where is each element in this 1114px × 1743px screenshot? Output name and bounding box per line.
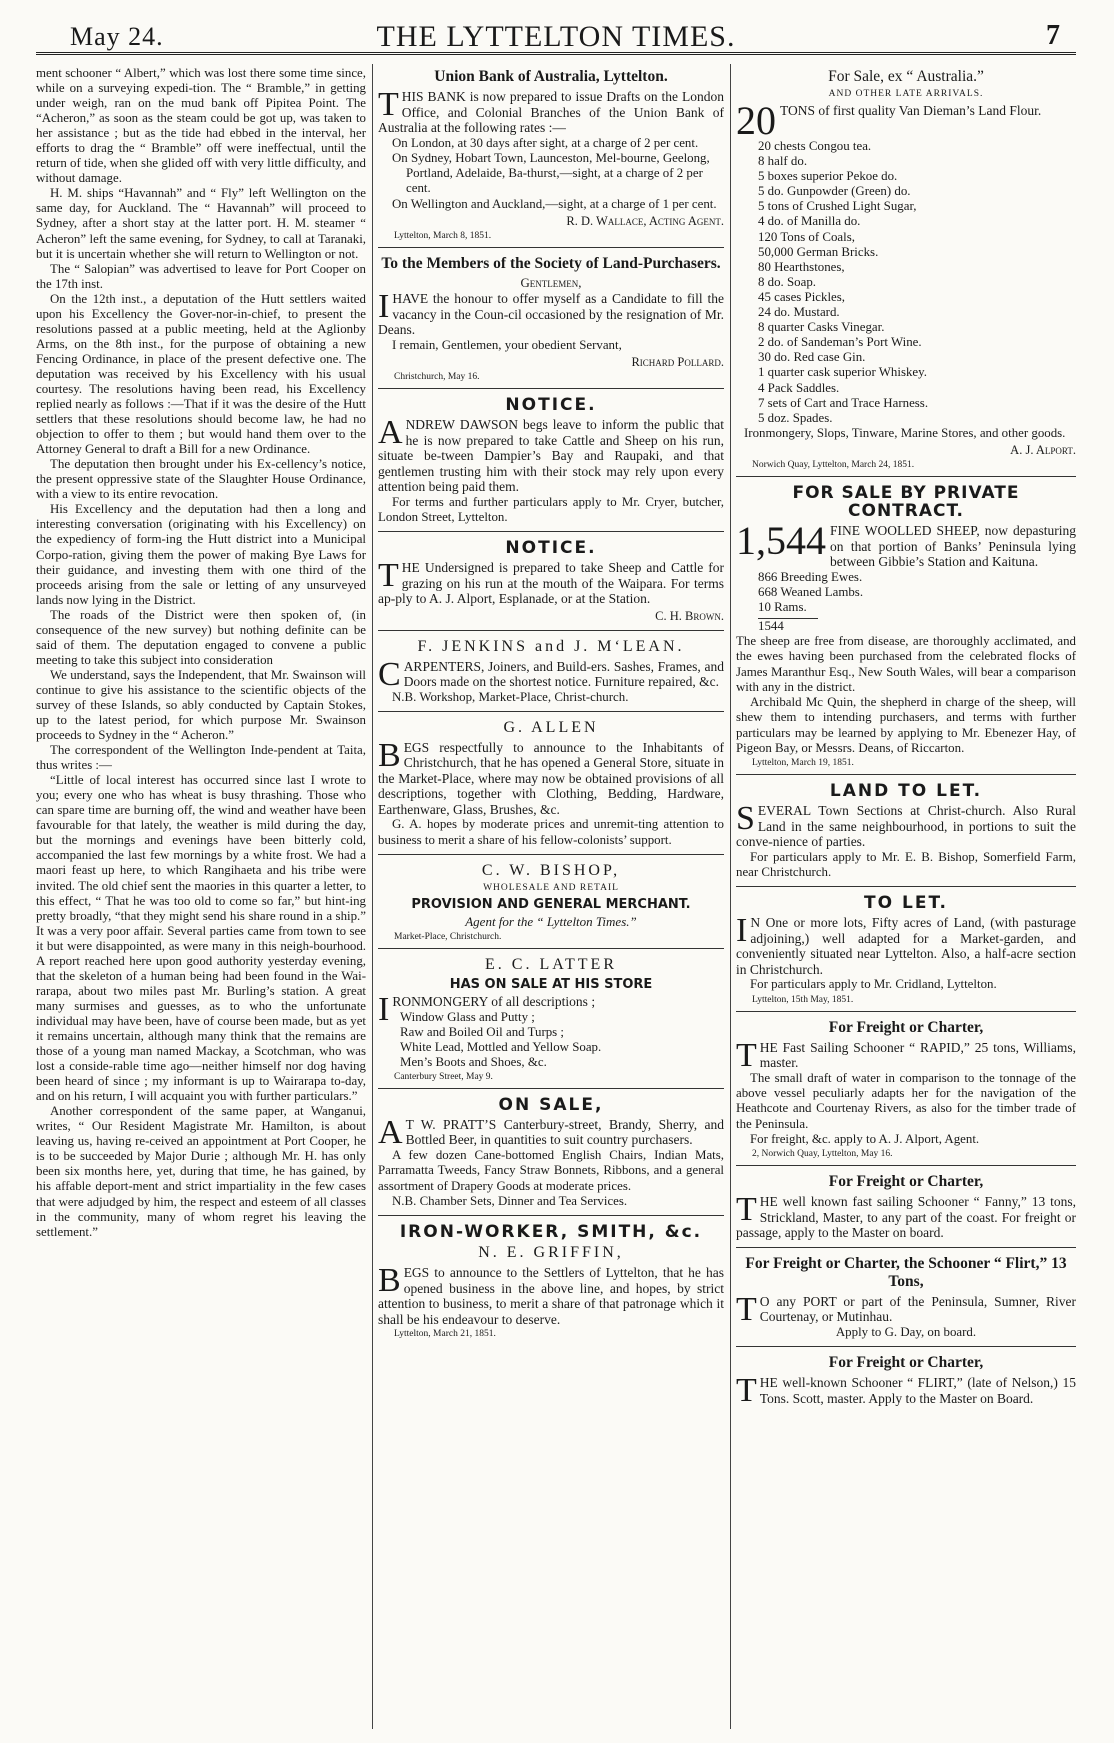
drop-cap: C (378, 655, 401, 693)
article-paragraph: ment schooner “ Albert,” which was lost there some time since, while on a surveying expedi-tion. The “ Bramble,” in getting under weigh, ran on the mud bank off Pipitea Point. The “Acheron,” as soon as the steam could be got up, was taken to her assistance ; but as the tide had ebbed in the interval, her efforts to drag the “ Bramble” off were ineffectual, until the return of tide, when she glided off with very little difficulty, and without damage. (36, 66, 366, 186)
sheep-total: 1544 (758, 618, 818, 634)
article-paragraph: H. M. ships “Havannah” and “ Fly” left Wellington on the same day, for Auckland. The “ Havannah” will proceed to Sydney, after a short stay at the latter port. H. M. steamer “ Acheron” left the same evening, for Sydney, to call at Taranaki, but it is uncertain whether she will return to Wellington or not. (36, 186, 366, 261)
ad-g-allen (378, 719, 724, 855)
ad-jenkins-mclean (378, 638, 724, 712)
ad-freight-flirt (736, 1255, 1076, 1347)
page-number: 7 (1046, 20, 1060, 51)
drop-cap: 20 (736, 98, 776, 143)
list-item: 50,000 German Bricks. (758, 244, 879, 259)
ad-body: Apply to G. Day, on board. (835, 1324, 977, 1339)
ad-heading: To the Members of the Society of Land-Purchasers. (381, 254, 721, 272)
ad-heading: For Freight or Charter, (828, 1354, 984, 1371)
article-paragraph: On the 12th inst., a deputation of the Hutt settlers waited upon his Excellency the Gover-nor-in-chief, to present the resolutions passed at a public meeting, held at the Aglionby Arms, on the 8th inst., for the purpose of obtaining a new Fencing Ordinance, in place of the present defective one. The deputation was received by his Excellency with his usual courtesy. The resolutions having been read, his Excellency replied nearly as follows :—That if it was the desire of the Hutt settlers that these resolutions should become law, he had no objection to offer to them ; but would hand them over to the Attorney General to draft a Bill for a new Ordinance. (36, 291, 366, 457)
trade-line: PROVISION AND GENERAL MERCHANT. (411, 897, 691, 913)
list-item: Raw and Boiled Oil and Turps ; (400, 1024, 565, 1039)
ad-on-sale (378, 1096, 724, 1216)
issue-date: May 24. (70, 22, 164, 51)
list-item: Men’s Boots and Shoes, &c. (400, 1054, 547, 1069)
ad-body: The sheep are free from disease, are thoroughly acclimated, and the ewes having been purchased from the celebrated flocks of James Maranthur Esq., New South Wales, will bear a comparison with any in the district. (736, 633, 1076, 694)
ad-subheading: WHOLESALE AND RETAIL (483, 883, 619, 894)
ad-freight-flirt-nelson (736, 1354, 1076, 1412)
ad-notice-dawson (378, 396, 724, 532)
ad-heading: G. ALLEN (503, 718, 599, 736)
article-paragraph: The correspondent of the Wellington Inde-pendent at Taita, thus writes :— (36, 743, 366, 773)
ad-cw-bishop (378, 862, 724, 949)
ad-society-land-purchasers (378, 255, 724, 389)
rate-item: On Sydney, Hobart Town, Launceston, Mel-bourne, Geelong, Portland, Adelaide, Ba-thurst,—sight, at a charge of 2 per cent. (392, 150, 710, 196)
ad-heading: NOTICE. (505, 395, 597, 416)
article-paragraph: Another correspondent of the same paper, at Wanganui, writes, “ Our Resident Magistrate Mr. Hamilton, is about leaving us, having re-ceived an appointment at Port Cooper, he is to be succeeded by Major Durie ; although Mr. H. has only been six months here, yet, during that time, he has gained, by his affable deport-ment and strict impartiality in the few cases that were adjudged by him, the respect and esteem of all classes in the community, many of whom regret his leaving the settlement.” (36, 1104, 366, 1239)
ad-body: THE Fast Sailing Schooner “ RAPID,” 25 tons, Williams, master. (736, 1036, 1076, 1074)
ad-address: Market-Place, Christchurch. (394, 932, 502, 943)
list-item: 4 Pack Saddles. (758, 380, 840, 395)
ad-subheading: AND OTHER LATE ARRIVALS. (828, 89, 984, 99)
list-item: 2 do. of Sandeman’s Port Wine. (758, 335, 922, 350)
list-item: 866 Breeding Ewes. (758, 569, 863, 584)
ad-heading: E. C. LATTER (485, 956, 617, 974)
ad-signature: Richard Pollard. (631, 355, 724, 370)
ad-heading: NOTICE. (505, 538, 597, 559)
ad-body: For particulars apply to Mr. Cridland, Lyttelton. (750, 977, 997, 992)
ad-freight-fanny (736, 1173, 1076, 1248)
ad-land-to-let (736, 782, 1076, 887)
ad-body: 1,544 FINE WOOLLED SHEEP, now depasturing on that portion of Banks’ Peninsula lying between Gibbie’s Station and Kaituna. (736, 518, 1076, 570)
column-advertisements-2 (736, 66, 1076, 1733)
ad-iron-worker (378, 1223, 724, 1345)
ad-heading: For Freight or Charter, the Schooner “ Flirt,” 13 Tons, (745, 1254, 1067, 1290)
masthead (36, 18, 1076, 55)
closing: I remain, Gentlemen, your obedient Servant, (392, 337, 622, 352)
list-item: 8 half do. (758, 154, 808, 169)
list-item: 120 Tons of Coals, (758, 229, 855, 244)
list-item: 4 do. of Manilla do. (758, 214, 861, 229)
ad-heading: ON SALE, (498, 1094, 604, 1115)
ad-heading: IRON-WORKER, SMITH, &c. (399, 1222, 703, 1243)
ad-heading: FOR SALE BY PRIVATE CONTRACT. (792, 483, 1020, 522)
drop-cap: I (378, 991, 390, 1029)
ad-body: CARPENTERS, Joiners, and Build-ers. Sashes, Frames, and Doors made on the shortest notice. Furniture repaired, &c. (378, 655, 724, 693)
list-item: 45 cases Pickles, (758, 289, 845, 304)
ad-body: BEGS respectfully to announce to the Inhabitants of Christchurch, that he has opened a General Store, situate in the Market-Place, where may now be obtained provisions of all descriptions, together with Clothing, Bedding, Hardware, Earthenware, Glass, Brushes, &c. (378, 736, 724, 817)
ad-freight-rapid (736, 1019, 1076, 1166)
drop-cap: I (736, 912, 748, 950)
list-item: 5 tons of Crushed Light Sugar, (758, 199, 917, 214)
ad-to-let (736, 894, 1076, 1011)
ad-date: 2, Norwich Quay, Lyttelton, May 16. (752, 1149, 893, 1160)
column-advertisements-1 (378, 66, 724, 1733)
ad-heading: For Sale, ex “ Australia.” (828, 68, 984, 85)
ad-notice-brown (378, 539, 724, 631)
salutation: Gentlemen, (520, 275, 582, 290)
ad-date: Canterbury Street, May 9. (394, 1071, 493, 1082)
list-item: 30 do. Red case Gin. (758, 350, 866, 365)
ad-heading: Union Bank of Australia, Lyttelton. (434, 68, 668, 85)
drop-cap: T (736, 1290, 757, 1328)
list-item: 10 Rams. (758, 599, 807, 614)
column-news (36, 66, 366, 1733)
ad-date: Christchurch, May 16. (394, 372, 480, 383)
article-paragraph: The “ Salopian” was advertised to leave for Port Cooper on the 17th inst. (36, 261, 366, 291)
ad-heading: For Freight or Charter, (828, 1173, 984, 1191)
drop-cap: T (378, 557, 399, 595)
list-item: 80 Hearthstones, (758, 259, 845, 274)
list-item: 8 quarter Casks Vinegar. (758, 320, 885, 335)
drop-cap: B (378, 736, 401, 774)
ad-body: IHAVE the honour to offer myself as a Candidate to fill the vacancy in the Coun-cil occasioned by the resignation of Mr. Deans. (378, 288, 724, 338)
drop-cap: 1,544 (736, 518, 826, 564)
drop-cap: T (378, 86, 399, 123)
article-paragraph: The deputation then brought under his Ex-cellency’s notice, the present oppressive state of the Slaughter House Ordinance, with a view to its entire revocation. (36, 457, 366, 502)
article-paragraph: His Excellency and the deputation had then a long and interesting conversation (originating with his Excellency) on the expediency of form-ing the Hutt district into a Municipal Corpo-ration, giving them the power of making Bye Laws for their guidance, and investing them with one third of the proceeds arising from the sale or letting of any unsurveyed lands now lying in the District. (36, 502, 366, 607)
ad-ec-latter (378, 956, 724, 1089)
ad-body: T O any PORT or part of the Peninsula, Sumner, River Courtenay, or Mutinhau. (736, 1290, 1076, 1328)
drop-cap: T (736, 1036, 757, 1074)
ad-signature: C. H. Brown. (655, 608, 724, 623)
list-item: White Lead, Mottled and Yellow Soap. (400, 1039, 602, 1054)
ad-body: IRONMONGERY of all descriptions ; (378, 991, 596, 1029)
ad-body: THE well-known Schooner “ FLIRT,” (late of Nelson,) 15 Tons. Scott, master. Apply to the Master on Board. (736, 1372, 1076, 1409)
ad-for-sale-australia (736, 68, 1076, 477)
ad-union-bank (378, 68, 724, 248)
list-item: 5 boxes superior Pekoe do. (758, 169, 898, 184)
list-item: 5 do. Gunpowder (Green) do. (758, 184, 911, 199)
list-item: 7 sets of Cart and Trace Harness. (758, 395, 929, 410)
ad-date: Lyttelton, March 19, 1851. (752, 758, 854, 769)
ad-body: 20 TONS of first quality Van Dieman’s Land Flour. (736, 98, 1042, 143)
list-item: 5 doz. Spades. (758, 410, 833, 425)
rate-item: On Wellington and Auckland,—sight, at a charge of 1 per cent. (392, 196, 717, 211)
list-item: 1 quarter cask superior Whiskey. (758, 365, 927, 380)
ad-signature: R. D. Wallace, Acting Agent. (566, 213, 724, 228)
agent-line: Agent for the “ Lyttelton Times.” (465, 914, 637, 930)
article-paragraph: The roads of the District were then spoken of, (in consequence of the new survey) but nothing definite can be said of them. The deputation engaged to convene a public meeting to take this subject into consideration (36, 607, 366, 667)
drop-cap: S (736, 800, 755, 838)
ad-date: Lyttelton, 15th May, 1851. (752, 994, 854, 1005)
ad-heading: C. W. BISHOP, (481, 862, 621, 880)
drop-cap: T (736, 1372, 757, 1409)
ad-body: I N One or more lots, Fifty acres of Land, (with pasturage adjoining,) well adapted for a Market-garden, and conveniently situated near Lyttelton. Also, a half-acre section in Christchurch. (736, 912, 1076, 977)
article-paragraph: “Little of local interest has occurred since last I wrote to you; every one who has wheat is busy thrashing. Those who can spare time are burning off, the wind and weather have been favourable for that lately, the weather is mild during the day, but the mornings and evenings have been bitterly cold, accompanied the last few mornings by a white frost. We had a maori feast up here, to which Rangihaeta and his tribe were invited. The old chief sent the maories in this quarter a letter, to this effect, “ That he was too old to come so far,” but hint-ing pretty broadly, “that they might send his share round in a ship.” It was a very poor affair. Several parties came from town to see it but were disappointed, as were many in this neigh-bourhood. A report reached here upon good authority yesterday evening, that the skeleton of a human being had been found in the Wai-rarapa, about two miles past Mr. Burling’s station. A great many surmises and guesses, as to who the unfortunate individual may have been, have of course been made, but as yet it remains uncertain, although many think that the remains are those of a young man named Mackay, a Scotchman, who was lost a conside-rable time ago—neither himself nor dog having been heard of since ; my informant is up to Wairarapa to-day, and on his return, I will acquaint you with further particulars.” (36, 773, 366, 1104)
ad-body: For terms and further particulars apply to Mr. Cryer, butcher, London Street, Lyttelton. (378, 494, 724, 524)
ad-private-contract (736, 484, 1076, 775)
list-item: 668 Weaned Lambs. (758, 584, 864, 599)
ad-body: A T W. PRATT’S Canterbury-street, Brandy, Sherry, and Bottled Beer, in quantities to suit country purchasers. (378, 1113, 724, 1151)
ad-heading: F. JENKINS and J. M‘LEAN. (417, 637, 685, 655)
ad-body: SEVERAL Town Sections at Christ-church. Also Rural Land in the same neighbourhood, in portions to suit the conve-nience of parties. (736, 800, 1076, 850)
ad-body: For particulars apply to Mr. E. B. Bishop, Somerfield Farm, near Christchurch. (736, 849, 1076, 880)
ad-body: ANDREW DAWSON begs leave to inform the public that he is now prepared to take Cattle and Sheep on his run, situate be-tween Dampier’s Bay and Raupaki, and that gentlemen trusting him with their stock may rely upon every attention being paid them. (378, 414, 724, 495)
ad-heading: TO LET. (864, 893, 948, 914)
ad-body: THE Undersigned is prepared to take Sheep and Cattle for grazing on his run at the mouth of the Waipara. For terms ap-ply to A. J. Alport, Esplanade, or at the Station. (378, 557, 724, 607)
ad-heading: For Freight or Charter, (828, 1018, 984, 1036)
ad-body: The small draft of water in comparison to the tonnage of the above vessel peculiarly adapts her for the navigation of the Heathcote and Courtenay Rivers, as also for the timber trade of the Peninsula. (736, 1070, 1076, 1131)
ad-signature: A. J. Alport. (1010, 443, 1076, 458)
drop-cap: I (378, 288, 390, 326)
ad-body: N.B. Workshop, Market-Place, Christ-church. (392, 689, 629, 704)
ad-body: THE well known fast sailing Schooner “ Fanny,” 13 tons, Strickland, Master, to any part of the coast. For freight or passage, apply to the Master on board. (736, 1191, 1076, 1241)
ad-date: Norwich Quay, Lyttelton, March 24, 1851. (752, 460, 915, 471)
ad-body: BEGS to announce to the Settlers of Lyttelton, that he has opened business in the above line, and hopes, by strict attention to business, to merit a share of that patronage which it shall be his endeavour to deserve. (378, 1262, 724, 1327)
ad-body: THIS BANK is now prepared to issue Drafts on the London Office, and Colonial Branches of the Union Bank of Australia at the following rates :— (378, 86, 724, 135)
article-paragraph: We understand, says the Independent, that Mr. Swainson will continue to give his assistance to the scientific objects of the survey of these Islands, so ably conducted by Captain Stokes, up to the latest period, for which purpose Mr. Swainson proceeds to Sydney in the “ Acheron.” (36, 667, 366, 743)
list-item: 8 do. Soap. (758, 274, 817, 289)
ad-body: For freight, &c. apply to A. J. Alport, Agent. (750, 1131, 980, 1146)
ad-date: Lyttelton, March 8, 1851. (394, 230, 492, 241)
rate-item: On London, at 30 days after sight, at a charge of 2 per cent. (392, 135, 699, 150)
ad-body: N.B. Chamber Sets, Dinner and Tea Services. (392, 1193, 628, 1208)
ad-date: Lyttelton, March 21, 1851. (394, 1329, 496, 1340)
list-item: 20 chests Congou tea. (758, 139, 872, 153)
ad-subheading: HAS ON SALE AT HIS STORE (449, 977, 653, 993)
drop-cap: B (378, 1262, 401, 1300)
ad-body: Ironmongery, Slops, Tinware, Marine Stores, and other goods. (744, 425, 1066, 440)
drop-cap: T (736, 1191, 757, 1229)
ad-body: Archibald Mc Quin, the shepherd in charge of the sheep, will shew them to intending purchasers, and terms with further particulars may be learned by applying to Mr. Ebenezer Hay, of Pigeon Bay, or Messrs. Deans, of Riccarton. (736, 695, 1076, 756)
newspaper-title: THE LYTTELTON TIMES. (376, 20, 736, 53)
drop-cap: A (378, 1113, 403, 1151)
ad-name: N. E. GRIFFIN, (478, 1244, 624, 1262)
ad-body: A few dozen Cane-bottomed English Chairs, Indian Mats, Parramatta Tweeds, Fancy Straw Bonnets, Ribbons, and a general assortment of Drapery Goods at moderate prices. (378, 1147, 724, 1193)
ad-body: G. A. hopes by moderate prices and unremit-ting attention to business to merit a share of his fellow-colonists’ support. (378, 817, 724, 847)
ad-heading: LAND TO LET. (829, 781, 983, 802)
drop-cap: A (378, 414, 403, 452)
column-divider (730, 64, 731, 1729)
list-item: Window Glass and Putty ; (400, 1009, 535, 1024)
list-item: 24 do. Mustard. (758, 305, 840, 320)
column-divider (372, 64, 373, 1729)
